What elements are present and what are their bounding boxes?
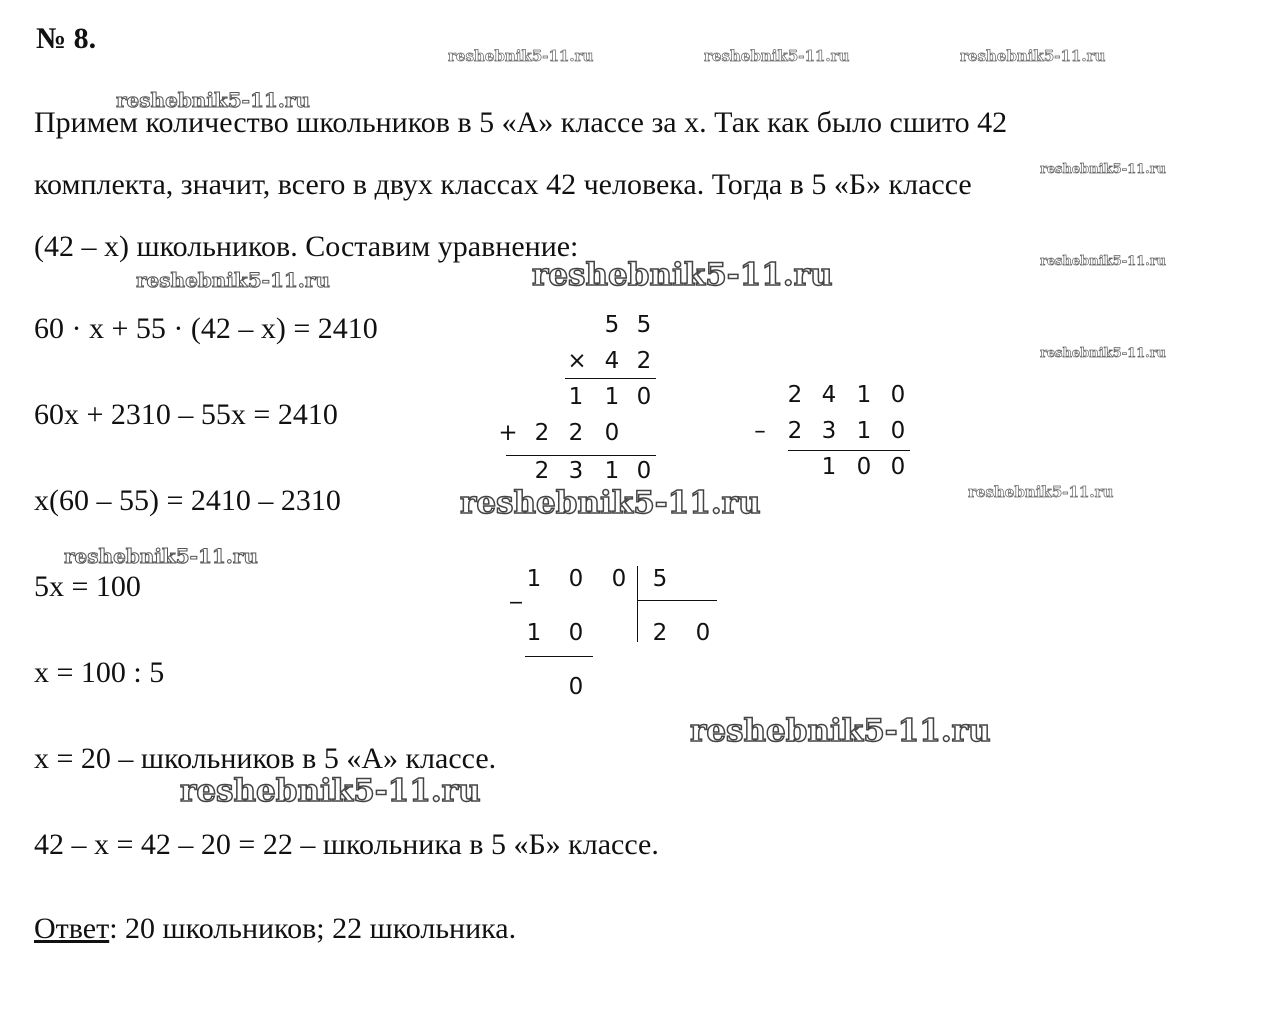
- answer-text: : 20 школьников; 22 школьника.: [109, 912, 517, 945]
- digit: 2: [534, 458, 550, 484]
- watermark: reshebnik5-11.ru: [960, 47, 1106, 65]
- equation-line: 5x = 100: [34, 570, 141, 603]
- watermark: reshebnik5-11.ru: [1040, 162, 1167, 177]
- digit: 1: [604, 458, 620, 484]
- digit: 1: [821, 454, 837, 480]
- digit: 5: [604, 312, 620, 338]
- underline: [506, 455, 656, 456]
- minus-sign: _: [510, 578, 522, 604]
- digit: 5: [636, 312, 652, 338]
- digit: 2: [534, 420, 550, 446]
- watermark: reshebnik5-11.ru: [64, 544, 258, 568]
- quotient-line: [637, 600, 717, 601]
- underline: [565, 378, 656, 379]
- digit: 1: [526, 620, 542, 646]
- digit: 0: [890, 382, 906, 408]
- underline: [788, 450, 910, 451]
- watermark: reshebnik5-11.ru: [1040, 346, 1167, 361]
- digit: 1: [856, 418, 872, 444]
- text-line: Примем количество школьников в 5 «А» классе за x. Так как было сшито 42: [34, 106, 1008, 139]
- digit: 4: [604, 348, 620, 374]
- minus-sign: –: [754, 418, 766, 444]
- digit: 0: [636, 384, 652, 410]
- digit: 3: [568, 458, 584, 484]
- watermark: reshebnik5-11.ru: [1040, 254, 1167, 269]
- digit: 0: [604, 420, 620, 446]
- digit: 2: [636, 348, 652, 374]
- plus-sign: +: [498, 420, 518, 446]
- digit: 4: [821, 382, 837, 408]
- digit: 1: [568, 384, 584, 410]
- digit: 0: [856, 454, 872, 480]
- digit: 0: [611, 566, 627, 592]
- digit: 0: [568, 566, 584, 592]
- watermark: reshebnik5-11.ru: [448, 47, 594, 65]
- text-line: (42 – x) школьников. Составим уравнение:: [34, 230, 579, 263]
- equation-line: x = 100 : 5: [34, 656, 165, 689]
- digit: 1: [604, 384, 620, 410]
- digit: 2: [787, 382, 803, 408]
- problem-number: № 8.: [36, 22, 97, 55]
- digit: 0: [890, 454, 906, 480]
- equation-line: x = 20 – школьников в 5 «А» классе.: [34, 742, 497, 775]
- equation-line: 60 · x + 55 · (42 – x) = 2410: [34, 312, 378, 345]
- underline: [525, 656, 593, 657]
- watermark: reshebnik5-11.ru: [116, 88, 310, 112]
- watermark: reshebnik5-11.ru: [532, 257, 833, 293]
- digit: 0: [636, 458, 652, 484]
- digit: 5: [652, 566, 668, 592]
- watermark: reshebnik5-11.ru: [690, 713, 991, 749]
- digit: 2: [652, 620, 668, 646]
- watermark: reshebnik5-11.ru: [460, 485, 761, 521]
- digit: 1: [526, 566, 542, 592]
- multiply-sign: ×: [567, 348, 587, 374]
- digit: 1: [856, 382, 872, 408]
- watermark: reshebnik5-11.ru: [704, 47, 850, 65]
- digit: 2: [787, 418, 803, 444]
- division-bar: [637, 566, 638, 642]
- digit: 0: [568, 674, 584, 700]
- digit: 2: [568, 420, 584, 446]
- digit: 0: [890, 418, 906, 444]
- answer-line: [34, 912, 516, 946]
- watermark: reshebnik5-11.ru: [136, 268, 330, 292]
- digit: 0: [568, 620, 584, 646]
- watermark: reshebnik5-11.ru: [968, 483, 1114, 501]
- digit: 3: [821, 418, 837, 444]
- equation-line: 60x + 2310 – 55x = 2410: [34, 398, 338, 431]
- digit: 0: [695, 620, 711, 646]
- text-line: комплекта, значит, всего в двух классах 42 человека. Тогда в 5 «Б» классе: [34, 168, 972, 201]
- watermark: reshebnik5-11.ru: [180, 773, 481, 809]
- answer-label: Ответ: [34, 912, 110, 945]
- equation-line: x(60 – 55) = 2410 – 2310: [34, 484, 341, 517]
- equation-line: 42 – x = 42 – 20 = 22 – школьника в 5 «Б» классе.: [34, 828, 659, 861]
